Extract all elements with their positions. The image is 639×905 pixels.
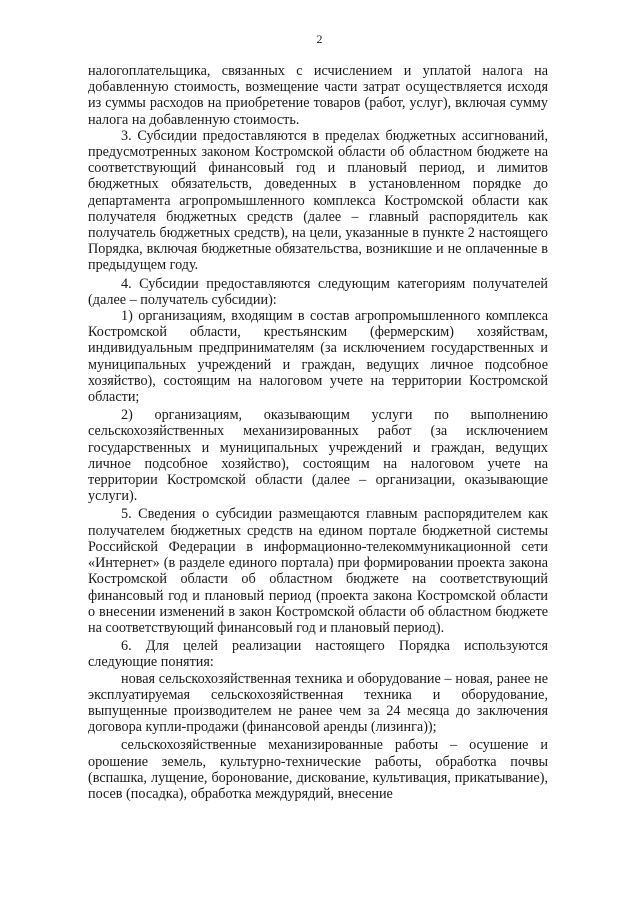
page-number: 2 (316, 32, 323, 46)
paragraph-clause-5: 5. Сведения о субсидии размещаются главным распорядителем как получателем бюджетных средств на едином портале бюджетной системы Российской Федерации в информационно-телекоммуникационной сети «Интернет» (в разделе единого портала) при формировании проекта закона Костромской области об областном бюджете на соответствующий финансовый год и плановый период (проекта закона Костромской области о внесении изменений в закон Костромской области об областном бюджете на соответствующий финансовый год и плановый период). (88, 506, 548, 636)
paragraph-item-2: 2) организациям, оказывающим услуги по выполнению сельскохозяйственных механизированных работ (за исключением государственных и муниципальных учреждений и граждан, ведущих личное подсобное хозяйство), состоящим на налоговом учете на территории Костромской области (далее – организации, оказывающие услуги). (88, 407, 548, 505)
paragraph-clause-3: 3. Субсидии предоставляются в пределах бюджетных ассигнований, предусмотренных законом Костромской области об областном бюджете на соответствующий финансовый год и плановый период, и лимитов бюджетных обязательств, доведенных в установленном порядке до департамента агропромышленного комплекса Костромской области как получателя бюджетных средств (далее – главный распорядитель как получатель бюджетных средств), на цели, указанные в пункте 2 настоящего Порядка, включая бюджетные обязательства, возникшие и не оплаченные в предыдущем году. (88, 127, 548, 274)
paragraph-item-1: 1) организациям, входящим в состав агропромышленного комплекса Костромской области, крестьянским (фермерским) хозяйствам, индивидуальным предпринимателям (за исключением государственных и муниципальных учреждений и граждан, ведущих личное подсобное хозяйство), состоящим на налоговом учете на территории Костромской области; (88, 308, 548, 406)
paragraph-definition-equipment: новая сельскохозяйственная техника и оборудование – новая, ранее не эксплуатируемая сельскохозяйственная техника и оборудование, выпущенные производителем не ранее чем за 24 месяца до заключения договора купли-продажи (финансовой аренды (лизинга)); (88, 670, 548, 736)
paragraph-clause-4: 4. Субсидии предоставляются следующим категориям получателей (далее – получатель субсидии): (88, 275, 548, 308)
paragraph-definition-works: сельскохозяйственные механизированные работы – осушение и орошение земель, культурно-технические работы, обработка почвы (вспашка, лущение, боронование, дискование, культивация, прикатывание), посев (посадка), обработка междурядий, внесение (88, 737, 548, 802)
paragraph-continuation: налогоплательщика, связанных с исчислением и уплатой налога на добавленную стоимость, возмещение части затрат осуществляется исходя из суммы расходов на приобретение товаров (работ, услуг), включая сумму налога на добавленную стоимость. (88, 63, 548, 128)
document-body (88, 63, 548, 802)
paragraph-clause-6: 6. Для целей реализации настоящего Порядка используются следующие понятия: (88, 638, 548, 671)
